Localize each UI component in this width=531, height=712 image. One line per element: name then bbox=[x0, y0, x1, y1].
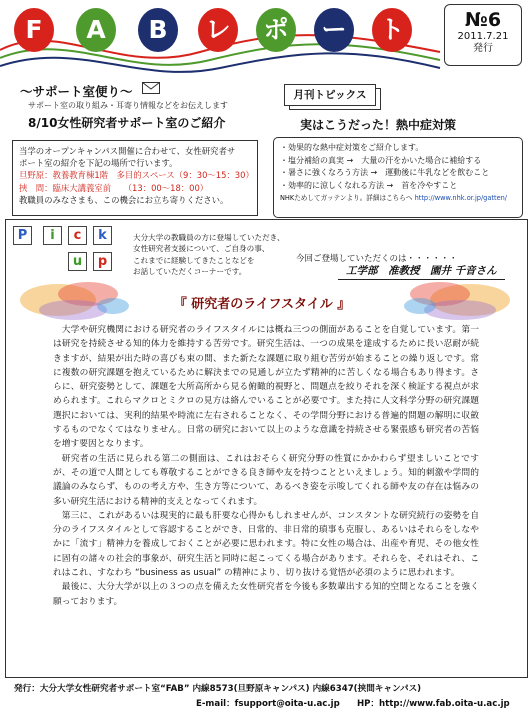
topics-line: ・暑さに強くなろう方法 → 運動後に牛乳などを飲むこと bbox=[280, 168, 490, 177]
guest-intro: 今回ご登場していただくのは・・・・・・ bbox=[296, 254, 458, 264]
support-subtitle: サポート室の取り組み・耳寄り情報などをお伝えします bbox=[28, 101, 228, 110]
issue-box bbox=[444, 4, 522, 66]
topics-tag-label: 月刊トピックス bbox=[284, 84, 376, 106]
issue-number: №6 bbox=[464, 9, 502, 31]
colour-splash-left-decoration bbox=[18, 270, 130, 326]
topics-tag bbox=[284, 84, 376, 110]
guest-name: 工学部 准教授 園井 千音さん bbox=[338, 263, 505, 280]
support-line: 当学のオープンキャンパス開催に合わせて、女性研究者サ bbox=[19, 146, 236, 156]
article-paragraph: 大学や研究機関における研究者のライフスタイルには概ね三つの側面があることを自覚しています。第一は研究を持続させる知的体力を維持する苦労です。研究生活は、一つの成果を達成するために長い忍耐が続きますが、結果が出た時の喜びも束の間、また新たな課題に取り組む苦労が始まることの繰り返しです。常に複数の研究課題を抱えているために解決までの見通しが立たず精神的に苦しくなる場合もあり得ます。さらに、研究姿勢として、課題を大所高所から見る俯瞰的視野と、問題点を絞りそれを深く検証する視点が求められます。これらマクロとミクロの見方は絡んでいることが必要です。また持に人文科学分野の研究課題選択においては、実利的結果や時流に左右されることなく、その学問分野における普遍的問題の解明に収斂するものでなくてはなりません。日常の研究において以上のような意識を持続させる緊張感も研究者の苦悩を増す要因となります。 bbox=[53, 325, 479, 450]
support-title: ～サポート室便り～ bbox=[20, 84, 133, 99]
topics-source-link[interactable]: http://www.nhk.or.jp/gatten/ bbox=[414, 194, 508, 202]
mail-icon bbox=[142, 82, 160, 94]
article-paragraph: 第三に、これがあるいは現実的に最も肝要な心得かもしれませんが、コンスタントな研究続行の姿勢を自分のライフスタイルとして容認することができ、日常的、非日常的瑣事も克服し、あるいはそれらをしなやかに「流す」精神力を養成しておくことが必要に思われます。特に女性の場合は、出産や育児、その他女性に固有の諸々の社会的事象が、研究生活と同時に起こってくる場合があります。それらを、それはそれ、これはこれ、すなわち “business as usual” の精神により、切り抜ける覚悟が必須のように思われます。 bbox=[53, 510, 479, 579]
issue-published: 発行 bbox=[473, 43, 493, 54]
title-letter-dash: ー bbox=[314, 8, 354, 52]
article-title: 『 研究者のライフスタイル 』 bbox=[173, 297, 351, 312]
pick-letter-i: i bbox=[43, 226, 62, 245]
title-letter-a: A bbox=[76, 8, 116, 52]
issue-date: 2011.7.21 bbox=[457, 31, 509, 42]
topics-line: ・塩分補給の真実 → 大量の汗をかいた場合に補給する bbox=[280, 155, 482, 165]
title-letter-b: B bbox=[138, 8, 178, 52]
topics-line: ・効率的に涼しくなれる方法 → 首を冷やすこと bbox=[280, 180, 458, 190]
title-letter-re: レ bbox=[198, 8, 238, 52]
article-paragraph: 研究者の生活に見られる第二の側面は、これはおそらく研究分野の性質にかかわらず望ましいことですが、その道で人間としても尊敬することができる良き師や友を持つことといえましょう。知的刺激や学問的議論のみならず、ものの考え方や、生き方等について、あるべき姿を示唆してくれる師や友の存在は悩みの多い研究生活における精神的支えとなってくれます。 bbox=[53, 453, 479, 507]
pickup-desc-line: 女性研究者支援について、ご自身の事、 bbox=[133, 244, 270, 254]
support-location-hasama: 挾 間：臨床大講義室前 （13：00～18：00） bbox=[19, 182, 209, 193]
pick-letter-u: u bbox=[68, 252, 87, 271]
support-location-dannoharu: 旦野原：教養教育棟1階 多目的スペース（9：30～15：30） bbox=[19, 170, 254, 181]
support-box bbox=[12, 140, 258, 216]
topics-line: ・効果的な熱中症対策をご紹介します。 bbox=[280, 143, 424, 152]
pick-letter-c: c bbox=[68, 226, 87, 245]
footer-contact: E-mail：fsupport@oita-u.ac.jp HP：http://www.fab.oita-u.ac.jp bbox=[196, 699, 510, 709]
pickup-desc-line: お話していただくコーナーです。 bbox=[133, 266, 247, 276]
pick-letter-k: k bbox=[93, 226, 112, 245]
title-letter-f: F bbox=[14, 8, 54, 52]
colour-splash-right-decoration bbox=[400, 270, 520, 326]
title-letter-po: ポ bbox=[256, 8, 296, 52]
pick-letter-p: P bbox=[13, 226, 32, 245]
pickup-description bbox=[133, 232, 285, 277]
topics-source-line bbox=[280, 192, 516, 205]
pickup-desc-line: 大分大学の教職員の方に登場していただき、 bbox=[133, 233, 285, 242]
footer-publisher: 発行：大分大学女性研究者サポート室“FAB” 内線8573(旦野原キャンパス) 内線6347(挟間キャンパス) bbox=[14, 684, 422, 694]
topics-source-text: NHKためしてガッテンより。詳細はこちらへ bbox=[280, 194, 413, 202]
support-line: ポート室の紹介を下記の場所で行います。 bbox=[19, 158, 178, 169]
topics-heading: 実はこうだった！熱中症対策 bbox=[300, 118, 457, 132]
pick-letter-p2: p bbox=[93, 252, 112, 271]
article-body bbox=[53, 323, 479, 609]
article-paragraph: 最後に、大分大学が以上の３つの点を備えた女性研究者を今後も多数輩出する知的空間となることを強く願っております。 bbox=[53, 582, 479, 607]
support-heading: 8/10女性研究者サポート室のご紹介 bbox=[28, 116, 226, 130]
support-line: 教職員のみなさまも、この機会にお立ち寄りください。 bbox=[19, 194, 229, 205]
pickup-desc-line: これまでに経験してきたことなどを bbox=[133, 255, 255, 265]
topics-box bbox=[273, 137, 523, 218]
newsletter-header bbox=[0, 0, 531, 78]
title-letter-to: ト bbox=[372, 8, 412, 52]
